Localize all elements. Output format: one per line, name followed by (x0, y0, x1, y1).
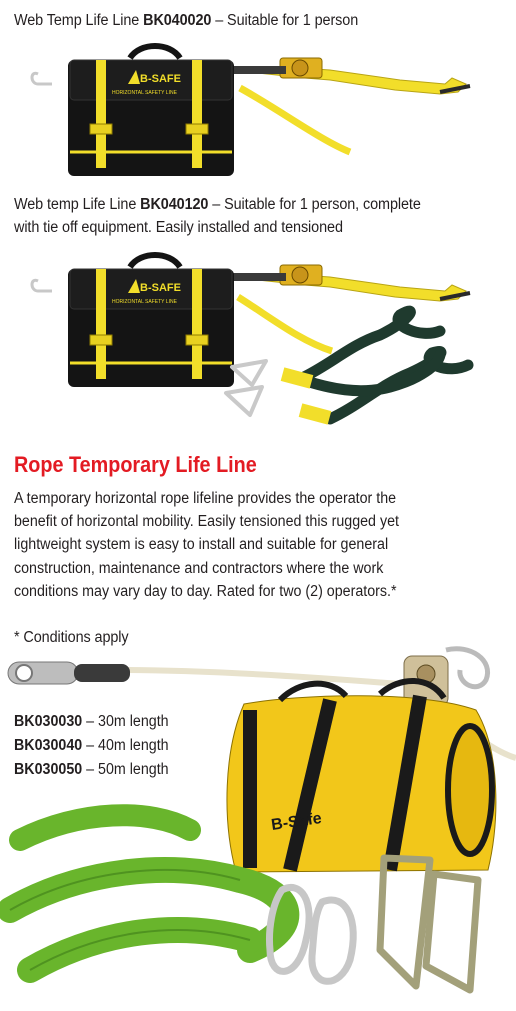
conditions-note: * Conditions apply (14, 629, 129, 646)
variant-desc: – 40m length (82, 737, 169, 754)
variant-row (14, 758, 169, 782)
variant-code: BK030030 (14, 713, 83, 730)
rope-lifeline-image (0, 640, 516, 1011)
product-caption-1 (14, 9, 358, 32)
rope-bag-logo: B-Safe (270, 810, 323, 834)
description-line: A temporary horizontal rope lifeline provides the operator the (14, 490, 397, 507)
product-desc-line2: with tie off equipment. Easily installed and tensioned (14, 219, 343, 236)
product-code: BK040120 (140, 196, 209, 213)
variant-row (14, 734, 169, 758)
variant-list (14, 710, 169, 782)
product-desc: – Suitable for 1 person (211, 12, 359, 29)
description-line: conditions may vary day to day. Rated for two (2) operators.* (14, 582, 397, 600)
variant-desc: – 30m length (82, 713, 169, 730)
variant-row (14, 710, 169, 734)
description-line: lightweight system is easy to install and suitable for general (14, 536, 389, 554)
section-description (14, 487, 446, 603)
bag-logo: B-SAFE (140, 73, 181, 85)
variant-code: BK030040 (14, 737, 83, 754)
product-name: Web Temp Life Line (14, 12, 144, 29)
web-lifeline-bag-image-1 (0, 40, 516, 180)
web-lifeline-kit-image-2 (0, 255, 516, 445)
product-desc: – Suitable for 1 person, complete (208, 196, 421, 213)
product-caption-2 (14, 193, 421, 239)
variant-code: BK030050 (14, 761, 83, 778)
section-title: Rope Temporary Life Line (14, 452, 257, 477)
bag-subtitle: HORIZONTAL SAFETY LINE (112, 90, 177, 96)
description-line: benefit of horizontal mobility. Easily tensioned this rugged yet (14, 513, 399, 531)
bag-subtitle: HORIZONTAL SAFETY LINE (112, 299, 177, 305)
bag-logo: B-SAFE (140, 282, 181, 294)
description-line: construction, maintenance and contractors where the work (14, 559, 384, 577)
variant-desc: – 50m length (82, 761, 169, 778)
product-name: Web temp Life Line (14, 196, 141, 213)
product-code: BK040020 (143, 12, 212, 29)
